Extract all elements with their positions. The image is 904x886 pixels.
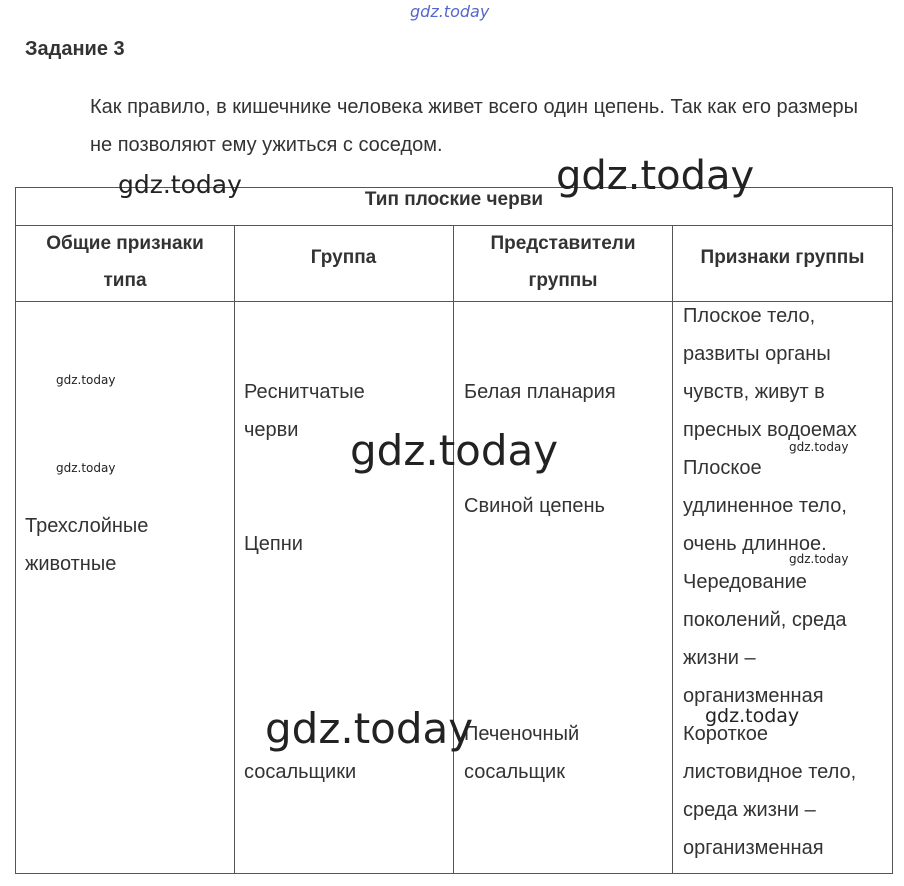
table-border-bottom [15, 873, 893, 874]
type-feature-line: животные [25, 553, 117, 575]
group-feature-line: удлиненное тело, [683, 495, 847, 517]
flatworm-table [15, 187, 893, 874]
representative-line: Печеночный [464, 723, 580, 745]
watermark: gdz.today [56, 373, 116, 387]
header-representatives: Представители группы [490, 233, 636, 291]
watermark: gdz.today [556, 153, 755, 199]
group-feature-line: Плоское тело, [683, 305, 816, 327]
group-feature-line: чувств, живут в [683, 381, 825, 403]
watermark: gdz.today [350, 426, 559, 475]
group-feature-line: развиты органы [683, 343, 831, 365]
group-feature-line: организменная [683, 837, 824, 859]
group-feature-line: пресных водоемах [683, 419, 857, 441]
task-intro: Как правило, в кишечнике человека живет всего один цепень. Так как его размеры не позволяют ему ужиться с соседом. [90, 96, 859, 156]
group-feature-line: Короткое [683, 723, 768, 745]
group-line: сосальщики [244, 761, 357, 783]
group-feature-line: среда жизни – [683, 799, 816, 821]
group-feature-line: организменная [683, 685, 824, 707]
column-divider [672, 225, 673, 874]
type-feature-line: Трехслойные [25, 515, 149, 537]
table-caption: Тип плоские черви [364, 189, 544, 210]
watermark: gdz.today [118, 170, 242, 199]
column-divider [234, 225, 235, 874]
group-feature-line: листовидное тело, [683, 761, 857, 783]
group-line: Реснитчатые [244, 381, 365, 403]
table-border-left [15, 187, 16, 874]
group-line: Цепни [244, 533, 303, 555]
representative-line: Белая планария [464, 381, 616, 403]
group-feature-line: очень длинное. [683, 533, 827, 555]
group-feature-line: Плоское [683, 457, 762, 479]
watermark: gdz.today [789, 440, 849, 454]
group-feature-line: поколений, среда [683, 609, 847, 631]
column-divider [453, 225, 454, 874]
group-feature-line: Чередование [683, 571, 807, 593]
group-line: черви [244, 419, 299, 441]
representative-line: Свиной цепень [464, 495, 605, 517]
header-group-features: Признаки группы [700, 247, 865, 268]
watermark: gdz.today [705, 705, 800, 727]
watermark-top: gdz.today [410, 2, 490, 21]
header-group: Группа [310, 247, 377, 268]
task-title: Задание 3 [25, 38, 125, 60]
header-type-features: Общие признаки типа [46, 233, 204, 291]
group-feature-line: жизни – [683, 647, 756, 669]
watermark: gdz.today [265, 704, 474, 753]
watermark: gdz.today [789, 552, 849, 566]
table-border-right [892, 187, 893, 874]
watermark: gdz.today [56, 461, 116, 475]
representative-line: сосальщик [464, 761, 565, 783]
